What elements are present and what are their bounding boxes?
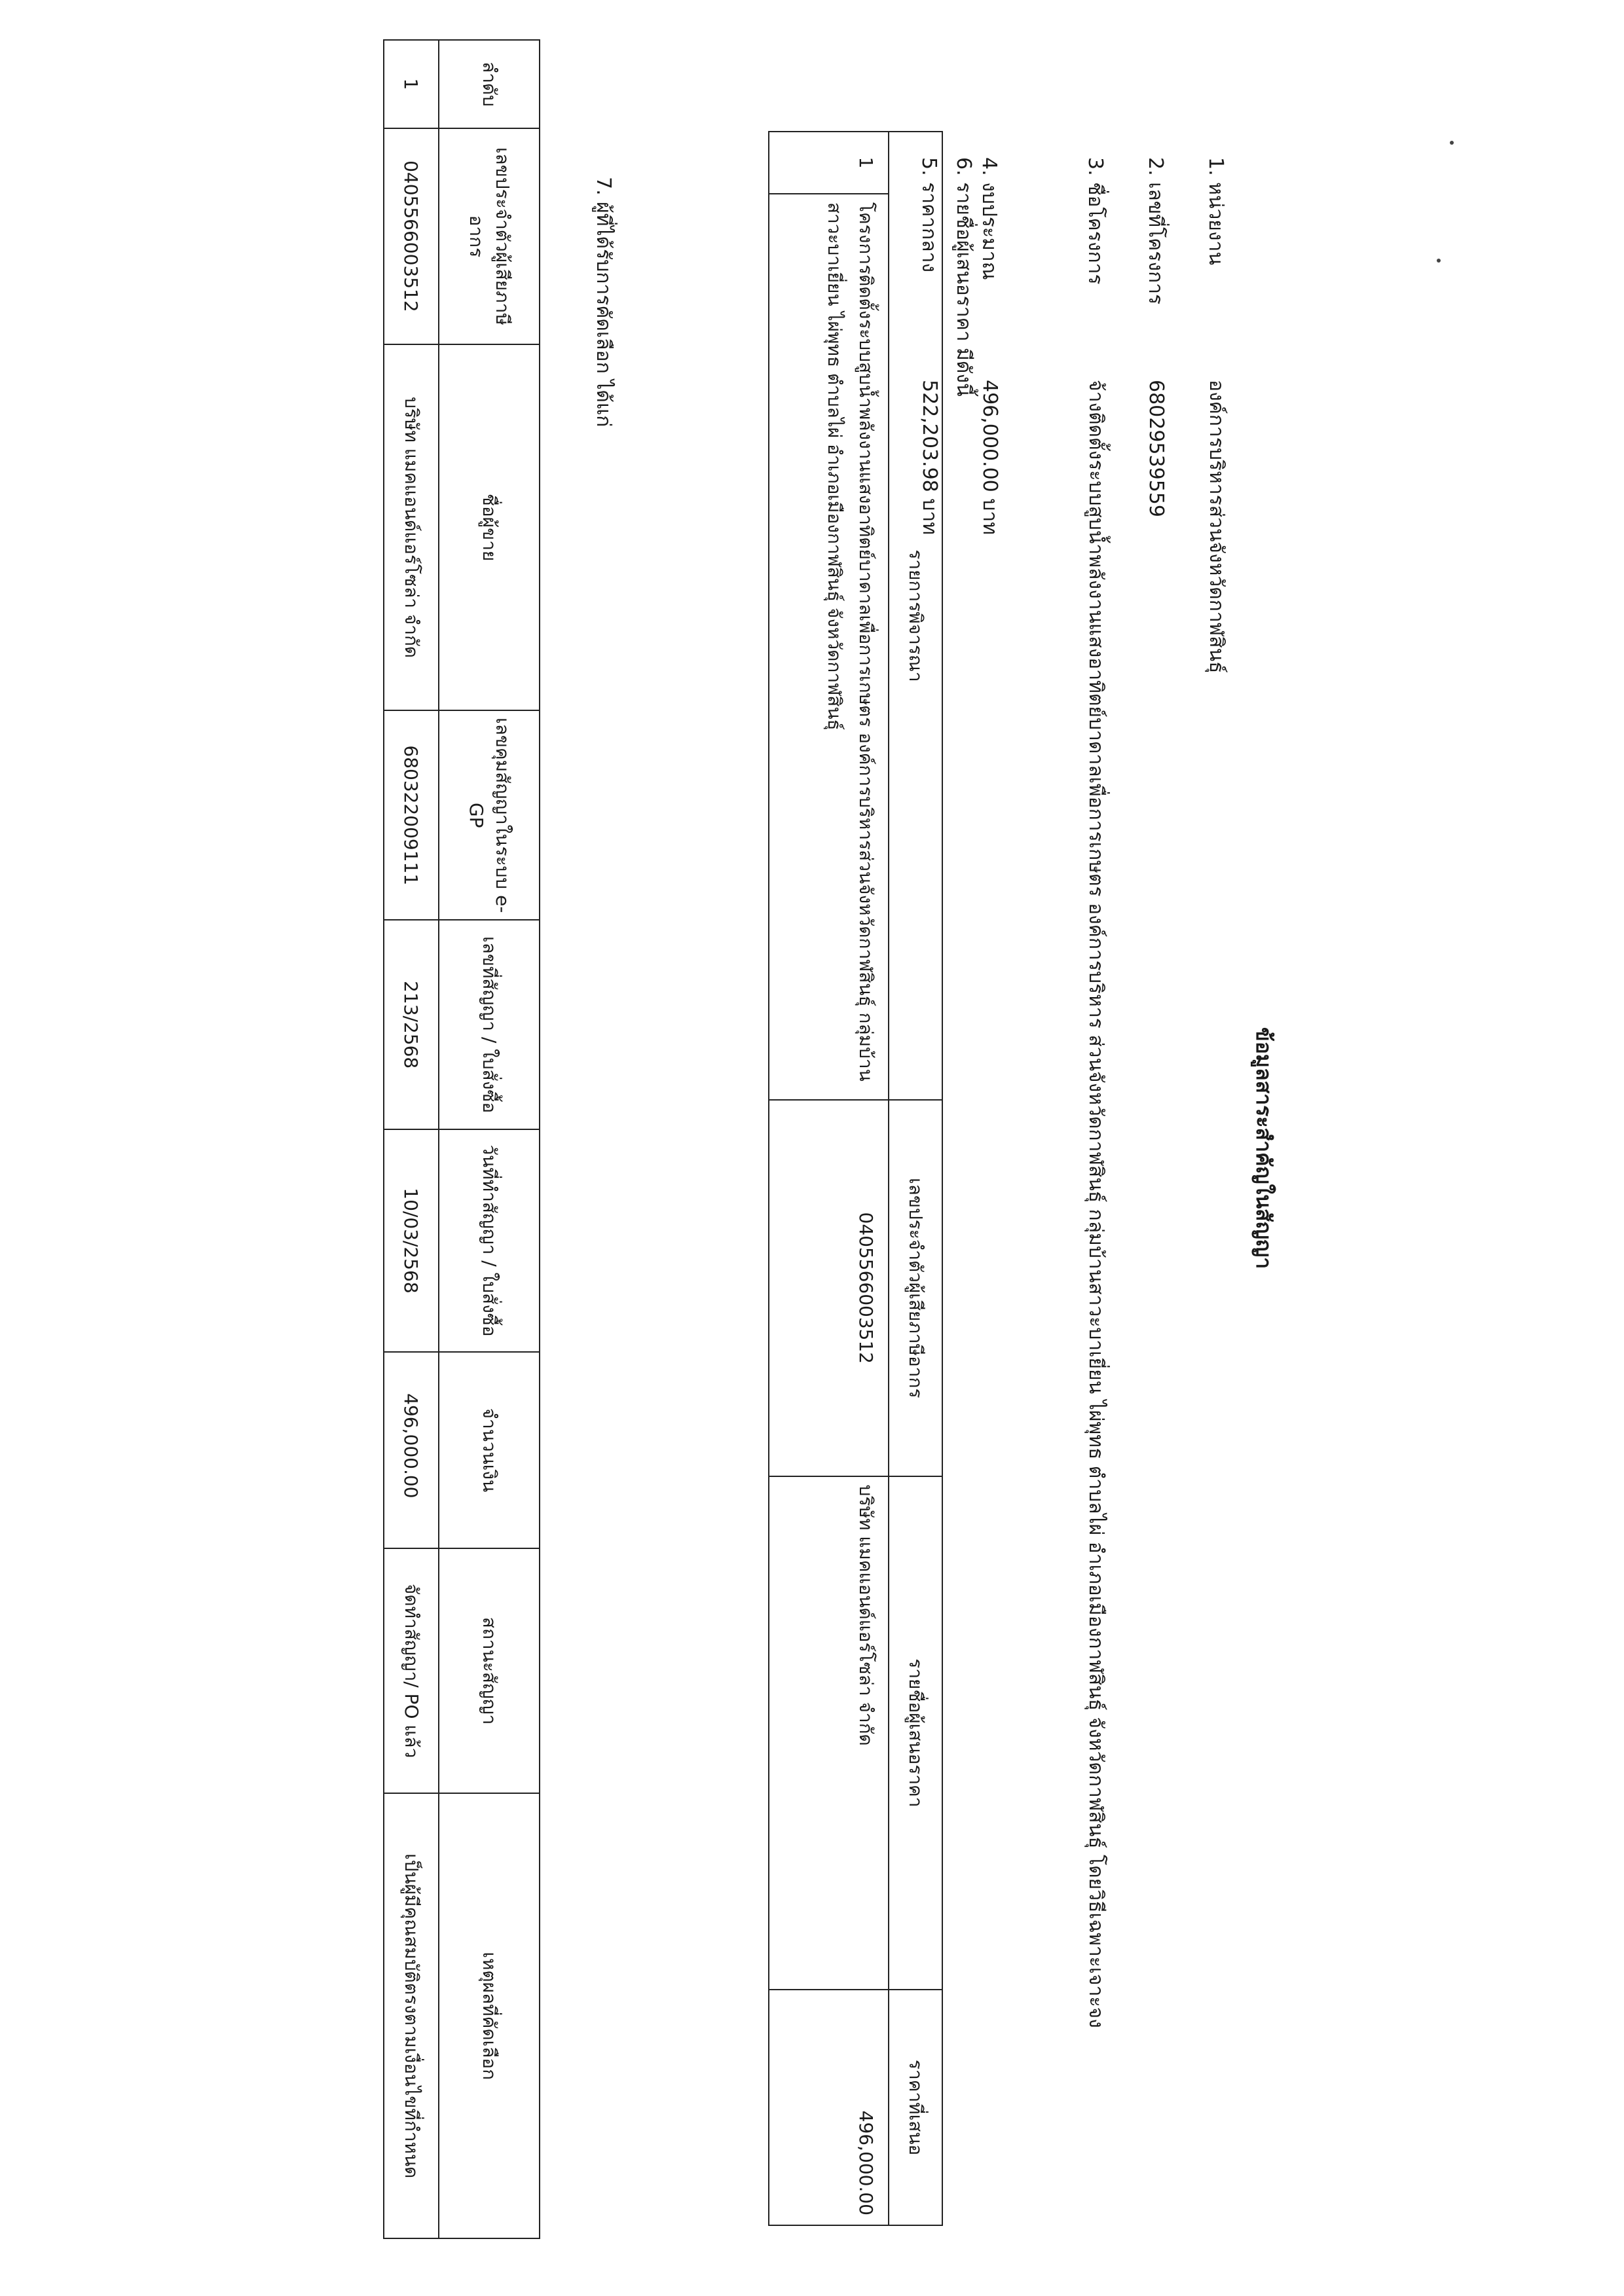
agency-field [1171, 157, 1231, 2187]
winners-header-tax-id: เลขประจำตัวผู้เสียภาษีอากร [439, 128, 540, 344]
median-price-label: 5. ราคากลาง [917, 157, 940, 273]
winners-cell-status: จัดทำสัญญา/ PO แล้ว [384, 1548, 439, 1794]
budget-label: 4. งบประมาณ [978, 157, 1001, 280]
winners-cell-contract-no: 213/2568 [384, 920, 439, 1129]
winners-cell-tax-id: 0405566003512 [384, 128, 439, 344]
winners-header-amount: จำนวนเงิน [439, 1352, 540, 1548]
winners-cell-seller: บริษัท แมคแอนด์แอร์โซล่า จำกัด [384, 344, 439, 711]
project-name-label: 3. ชื่อโครงการ [1084, 157, 1107, 285]
project-name-value: จ้างติดตั้งระบบสูบน้ำพลังงานแสงอาทิตย์บาดาลเพื่อการเกษตร องค์การบริหาร ส่วนจังหวัดกาฬสินธุ์ กลุ่มบ้านสาวะบาเยี่ยน ไผ่พุทธ ตำบลไผ่ อำเภอเมืองกาฬสินธุ์ จังหวัดกาฬสินธุ์ โดยวิธีเฉพาะเจาะจง [1084, 380, 1107, 2028]
table-row [769, 132, 889, 2225]
winners-section-label: 7. ผู้ที่ได้รับการคัดเลือก ได้แก่ [592, 177, 615, 428]
winners-cell-amount: 496,000.00 [384, 1352, 439, 1548]
offers-header-tax-id: เลขประจำตัวผู้เสียภาษีอากร [889, 1100, 942, 1476]
offers-header-row [889, 132, 942, 2225]
offers-header-item: รายการพิจารณา [889, 132, 942, 1100]
agency-value: องค์การบริหารส่วนจังหวัดกาฬสินธุ์ [1205, 380, 1228, 674]
winners-header-seller: ชื่อผู้ขาย [439, 344, 540, 711]
winners-table [383, 39, 540, 2239]
winners-header-reason: เหตุผลที่คัดเลือก [439, 1793, 540, 2238]
offers-table [768, 131, 943, 2226]
offers-cell-tax-id: 0405566003512 [769, 1100, 889, 1476]
offers-header-bidder: รายชื่อผู้เสนอราคา [889, 1476, 942, 1990]
winners-header-row [439, 40, 540, 2238]
offers-section-label: 6. รายชื่อผู้เสนอราคา มีดังนี้ [952, 157, 975, 397]
winners-header-egp-no: เลขคุมสัญญาในระบบ e-GP [439, 710, 540, 920]
budget-value: 496,000.00 บาท [978, 380, 1001, 535]
scan-speck [1450, 141, 1454, 145]
project-number-label: 2. เลขที่โครงการ [1144, 157, 1167, 305]
winners-cell-no: 1 [384, 40, 439, 128]
project-name-field [1005, 157, 1111, 2187]
project-number-field [1111, 157, 1171, 2187]
project-number-value: 68029539559 [1145, 380, 1168, 517]
offers-cell-item: โครงการติดตั้งระบบสูบน้ำพลังงานแสงอาทิตย์บาดาลเพื่อการเกษตร องค์การบริหารส่วนจังหวัดกาฬสินธุ์ กลุ่มบ้านสาวะบาเยี่ยน ไผ่พุทธ ตำบลไผ่ อำเภอเมืองกาฬสินธุ์ จังหวัดกาฬสินธุ์ [769, 194, 889, 1100]
document-title: ข้อมูลสาระสำคัญในสัญญา [1251, 1027, 1276, 1269]
offers-cell-no: 1 [769, 132, 889, 194]
winners-cell-contract-date: 10/03/2568 [384, 1129, 439, 1352]
offers-header-price: ราคาที่เสนอ [889, 1990, 942, 2225]
offers-cell-bidder: บริษัท แมคแอนด์แอร์โซล่า จำกัด [769, 1476, 889, 1990]
winners-header-status: สถานะสัญญา [439, 1548, 540, 1794]
median-price-value: 522,203.98 บาท [918, 380, 941, 535]
budget-field [944, 157, 1005, 2187]
winners-header-no: ลำดับ [439, 40, 540, 128]
agency-label: 1. หน่วยงาน [1204, 157, 1227, 265]
scan-speck [1437, 259, 1441, 263]
winners-cell-reason: เป็นผู้มีคุณสมบัติตรงตามเงื่อนไขที่กำหนด [384, 1793, 439, 2238]
offers-cell-price: 496,000.00 [769, 1990, 889, 2225]
winners-header-contract-no: เลขที่สัญญา / ใบสั่งซื้อ [439, 920, 540, 1129]
winners-cell-egp-no: 680322009111 [384, 710, 439, 920]
winners-header-contract-date: วันที่ทำสัญญา / ใบสั่งซื้อ [439, 1129, 540, 1352]
table-row [384, 40, 439, 2238]
